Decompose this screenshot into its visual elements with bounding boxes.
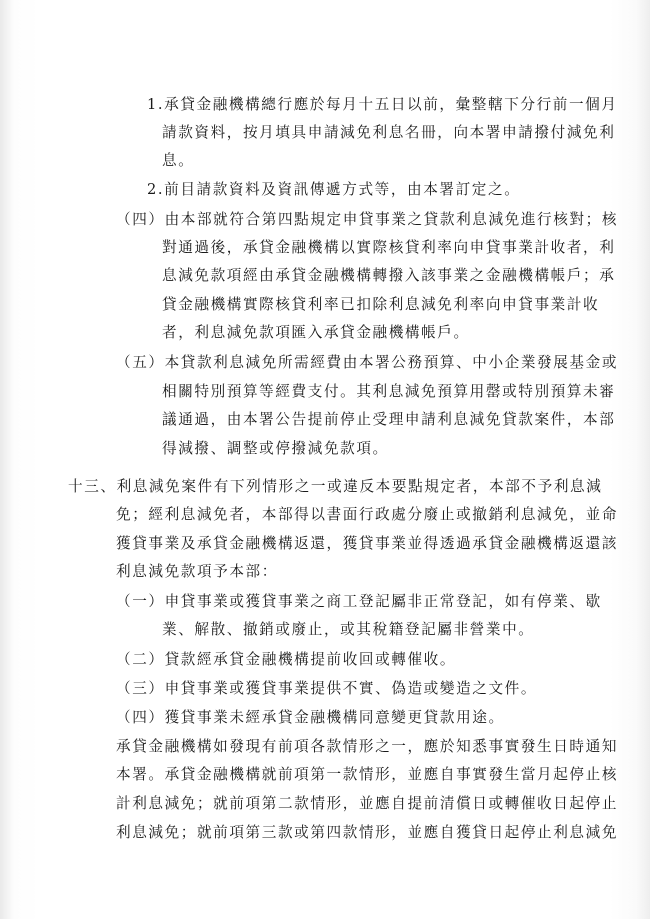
text-line: 承貸金融機構如發現有前項各款情形之一，應於知悉事實發生日時通知 [116, 738, 619, 755]
text-line: 請款資料，按月填具申請減免利息名冊，向本署申請撥付減免利 [162, 124, 616, 141]
text-line: （五）本貸款利息減免所需經費由本署公務預算、中小企業發展基金或 [116, 354, 619, 371]
text-line: 十三、利息減免案件有下列情形之一或違反本要點規定者，本部不予利息減 [68, 478, 603, 495]
text-line: 息減免款項經由承貸金融機構轉撥入該事業之金融機構帳戶；承 [162, 267, 616, 284]
text-line: 獲貸事業及承貸金融機構返還，獲貸事業並得透過承貸金融機構返還該 [116, 535, 619, 552]
text-line: 利息減免款項予本部： [116, 563, 278, 580]
text-line: 議通過，由本署公告提前停止受理申請利息減免貸款案件，本部 [162, 411, 616, 428]
text-line: 2.前目請款資料及資訊傳遞方式等，由本署訂定之。 [147, 181, 521, 198]
text-line: 者，利息減免款項匯入承貸金融機構帳戶。 [162, 324, 470, 341]
text-line: （一）申貸事業或獲貸事業之商工登記屬非正常登記，如有停業、歇 [116, 593, 602, 610]
text-line: 貸金融機構實際核貸利率已扣除利息減免利率向申貸事業計收 [162, 296, 600, 313]
text-line: （二）貸款經承貸金融機構提前收回或轉催收。 [116, 651, 457, 668]
text-line: （四）由本部就符合第四點規定申貸事業之貸款利息減免進行核對；核 [116, 211, 619, 228]
text-line: （三）申貸事業或獲貸事業提供不實、偽造或變造之文件。 [116, 680, 538, 697]
text-line: （四）獲貸事業未經承貸金融機構同意變更貸款用途。 [116, 709, 505, 726]
text-line: 相關特別預算等經費支付。其利息減免預算用罄或特別預算未審 [162, 383, 616, 400]
text-line: 業、解散、撤銷或廢止，或其稅籍登記屬非營業中。 [162, 621, 535, 638]
text-line: 利息減免；就前項第三款或第四款情形，並應自獲貸日起停止利息減免 [116, 824, 619, 841]
text-line: 得減撥、調整或停撥減免款項。 [162, 440, 389, 457]
text-line: 免；經利息減免者，本部得以書面行政處分廢止或撤銷利息減免，並命 [116, 506, 619, 523]
text-line: 本署。承貸金融機構就前項第一款情形，並應自事實發生當月起停止核 [116, 766, 619, 783]
text-line: 息。 [162, 152, 195, 169]
text-line: 對通過後，承貸金融機構以實際核貸利率向申貸事業計收者，利 [162, 239, 616, 256]
text-line: 1.承貸金融機構總行應於每月十五日以前，彙整轄下分行前一個月 [147, 96, 618, 113]
text-line: 計利息減免；就前項第二款情形，並應自提前清償日或轉催收日起停止 [116, 795, 619, 812]
